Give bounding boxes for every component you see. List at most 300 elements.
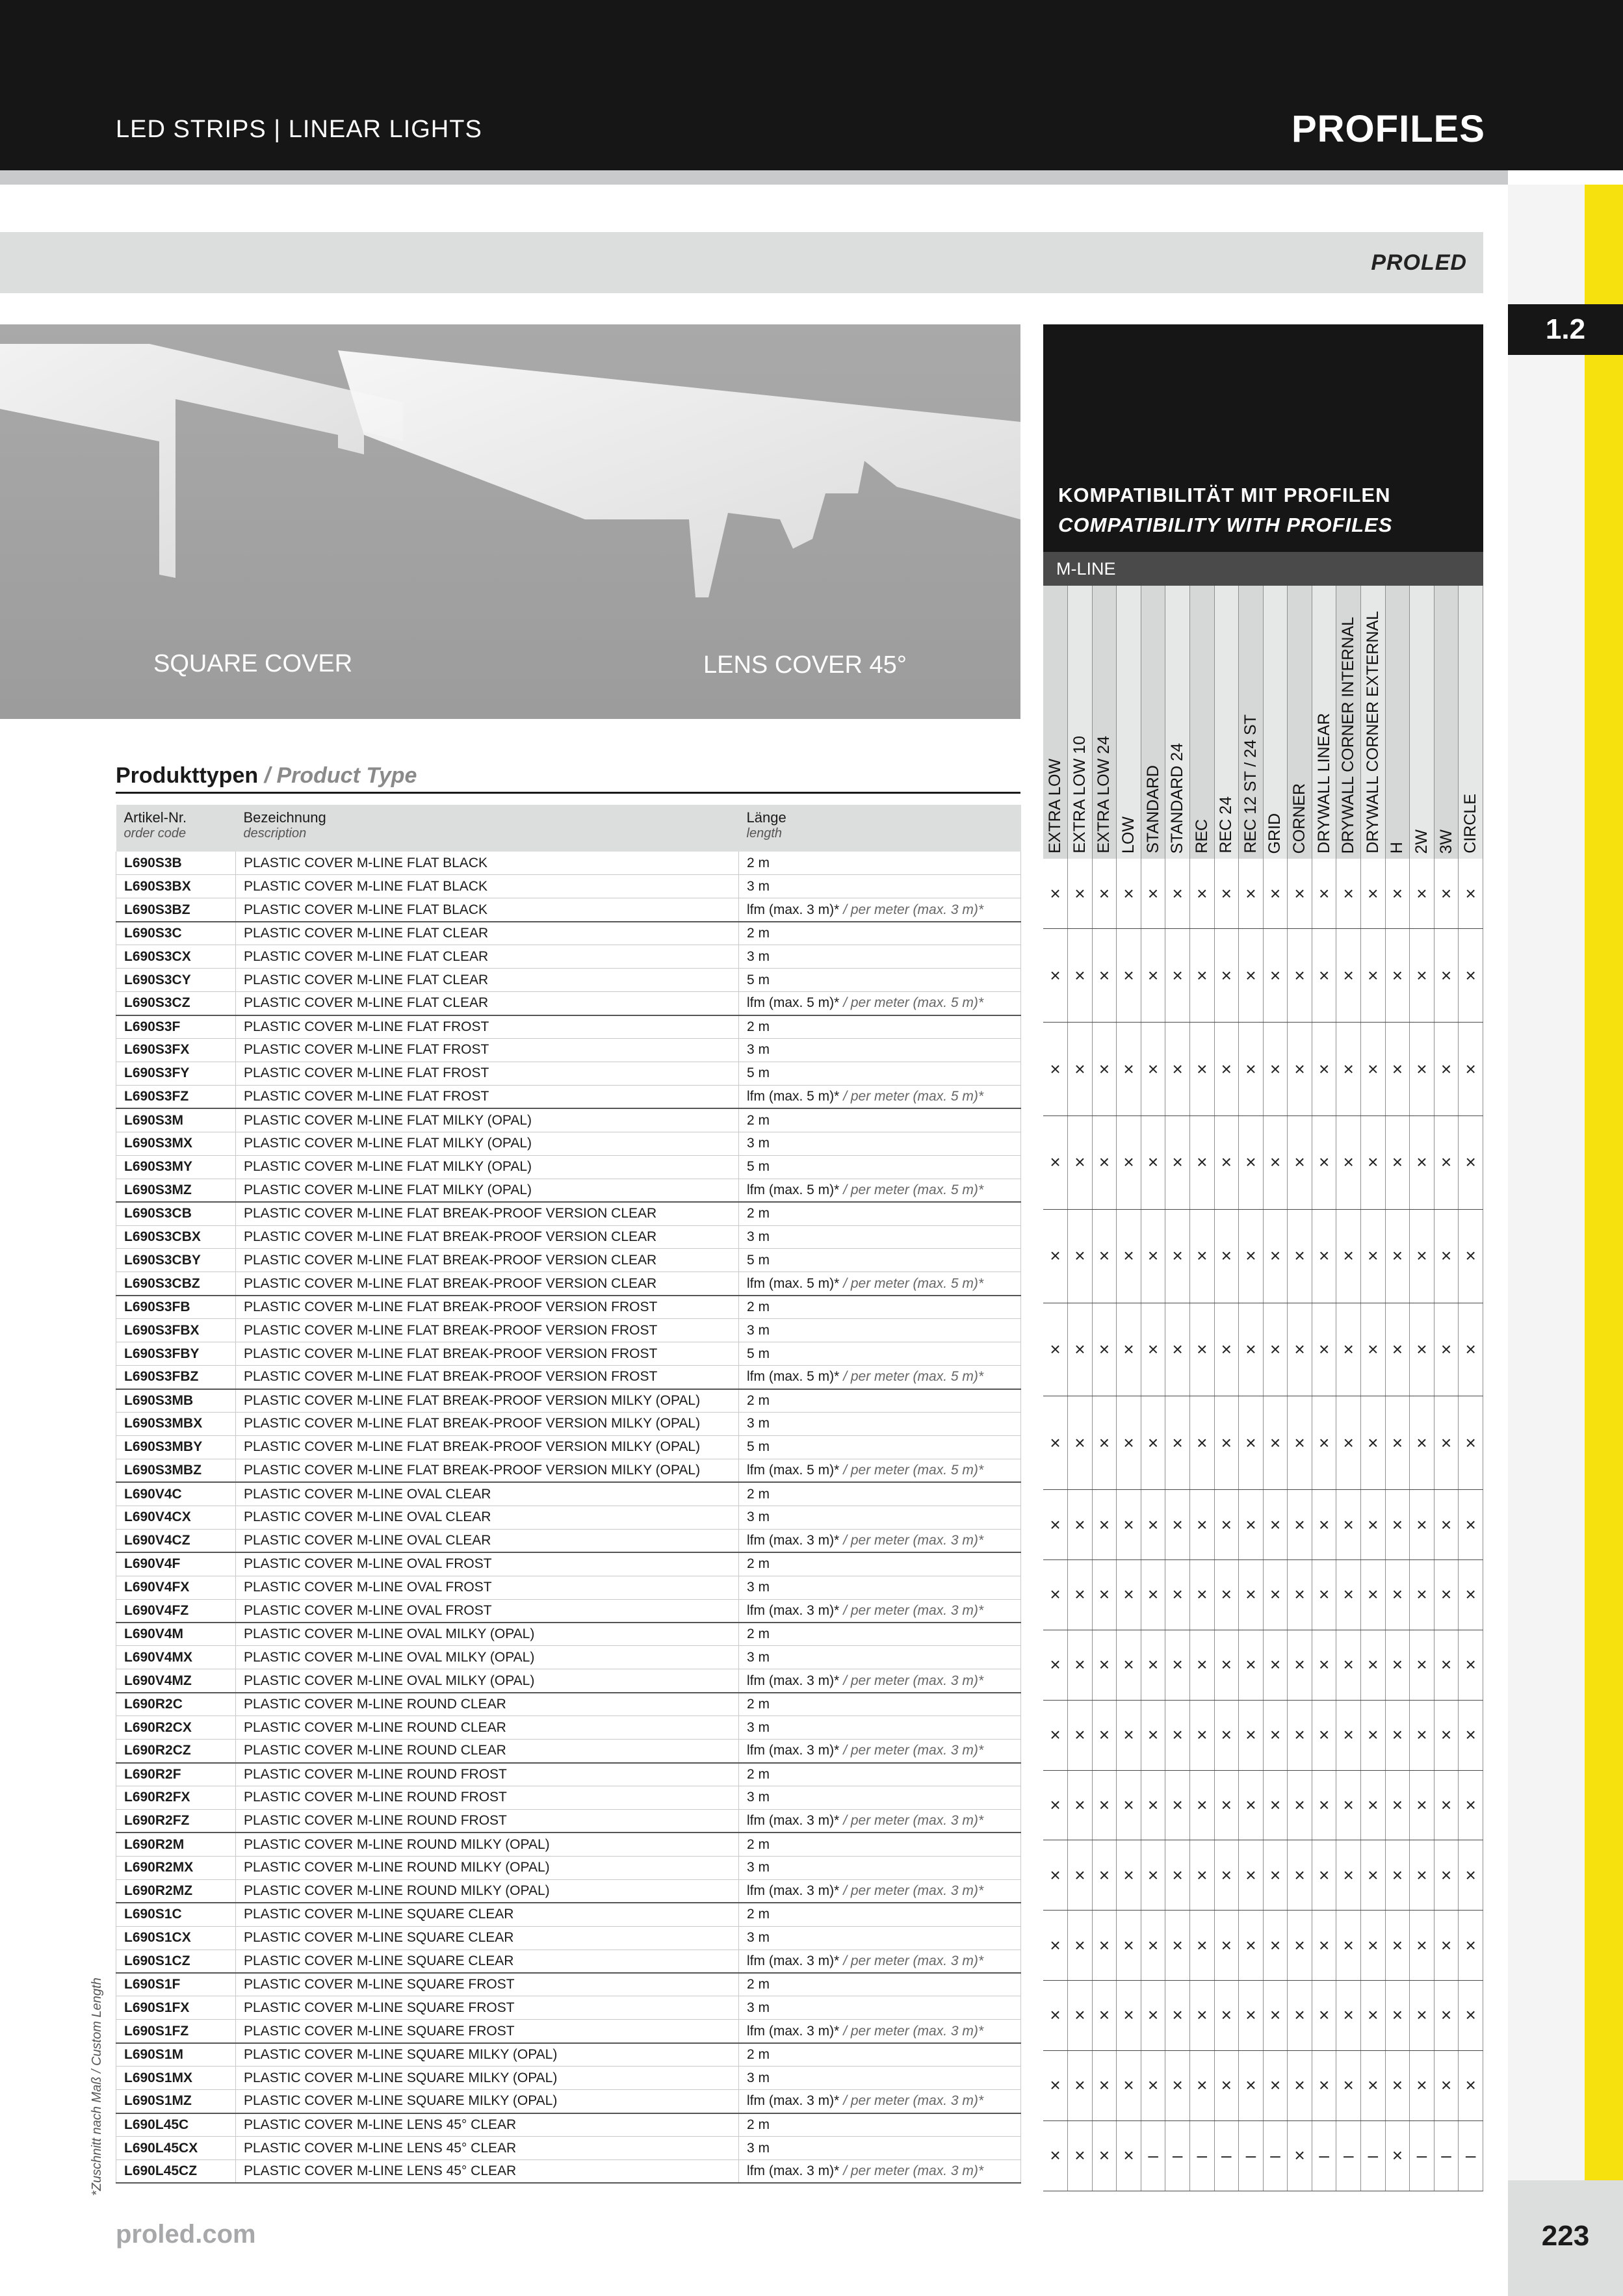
order-code: L690S3FBY xyxy=(116,1342,236,1366)
description: PLASTIC COVER M-LINE FLAT MILKY (OPAL) xyxy=(236,1132,739,1155)
table-row xyxy=(116,1225,1021,1249)
table-row xyxy=(116,1085,1021,1108)
table-row xyxy=(116,1366,1021,1389)
profile-header xyxy=(1263,586,1288,859)
table-row xyxy=(116,922,1021,945)
compat-mark: × xyxy=(1361,1700,1386,1770)
order-code: L690S3MBY xyxy=(116,1435,236,1459)
compat-group-row xyxy=(1043,1396,1483,1490)
compat-mark: × xyxy=(1312,1770,1336,1840)
description: PLASTIC COVER M-LINE OVAL CLEAR xyxy=(236,1506,739,1529)
table-row xyxy=(116,1973,1021,1996)
compat-mark: × xyxy=(1410,1770,1435,1840)
profile-header xyxy=(1189,586,1214,859)
order-code: L690S3CB xyxy=(116,1202,236,1225)
compat-mark: × xyxy=(1141,1396,1165,1490)
profile-header xyxy=(1117,586,1141,859)
compat-mark: × xyxy=(1336,1770,1361,1840)
compat-mark: × xyxy=(1043,929,1068,1023)
order-code: L690S3B xyxy=(116,852,236,875)
compat-mark: × xyxy=(1263,1770,1288,1840)
order-code: L690S3MX xyxy=(116,1132,236,1155)
table-row xyxy=(116,1459,1021,1482)
table-row xyxy=(116,1389,1021,1413)
table-row xyxy=(116,1763,1021,1786)
table-row xyxy=(116,1926,1021,1950)
compat-mark: × xyxy=(1336,859,1361,929)
compat-mark: × xyxy=(1361,1023,1386,1116)
compat-mark: × xyxy=(1141,1559,1165,1630)
compat-mark: × xyxy=(1189,1115,1214,1209)
length xyxy=(739,1973,1021,1996)
profile-header xyxy=(1385,586,1410,859)
compat-mark: × xyxy=(1410,859,1435,929)
length-note: / per meter (max. 3 m)* xyxy=(843,2093,984,2109)
length xyxy=(739,1903,1021,1926)
compat-mark: × xyxy=(1312,1630,1336,1700)
description: PLASTIC COVER M-LINE ROUND FROST xyxy=(236,1809,739,1833)
profile-header xyxy=(1410,586,1435,859)
compat-mark: × xyxy=(1141,1115,1165,1209)
length xyxy=(739,992,1021,1015)
length-value: 3 m xyxy=(747,1719,770,1735)
order-code: L690S3MBX xyxy=(116,1413,236,1436)
order-code: L690S1FX xyxy=(116,1996,236,2020)
order-code: L690R2MX xyxy=(116,1856,236,1879)
length-value: 5 m xyxy=(747,1065,770,1081)
order-code: L690R2CX xyxy=(116,1716,236,1740)
profile-header xyxy=(1361,586,1386,859)
length-value: 2 m xyxy=(747,1019,770,1034)
compat-mark: × xyxy=(1312,929,1336,1023)
order-code: L690R2CZ xyxy=(116,1740,236,1763)
compat-mark: × xyxy=(1165,2050,1190,2120)
compat-mark: × xyxy=(1068,1630,1093,1700)
compat-mark: × xyxy=(1214,1209,1239,1303)
compat-mark: × xyxy=(1459,1209,1483,1303)
description: PLASTIC COVER M-LINE LENS 45° CLEAR xyxy=(236,2137,739,2160)
order-code: L690S1CZ xyxy=(116,1950,236,1973)
length xyxy=(739,1576,1021,1599)
description: PLASTIC COVER M-LINE FLAT CLEAR xyxy=(236,922,739,945)
brand-bar xyxy=(0,232,1483,293)
compat-mark: × xyxy=(1312,1490,1336,1560)
compat-mark: – xyxy=(1459,2120,1483,2191)
compat-mark: × xyxy=(1434,1209,1459,1303)
compat-mark: – xyxy=(1361,2120,1386,2191)
compat-mark: × xyxy=(1336,1911,1361,1981)
length-value: 3 m xyxy=(747,878,770,894)
compat-mark: – xyxy=(1312,2120,1336,2191)
square-cover-shape xyxy=(0,344,403,578)
compat-mark: × xyxy=(1043,1396,1068,1490)
compat-group-row xyxy=(1043,1981,1483,2051)
compat-mark: × xyxy=(1336,1115,1361,1209)
table-row xyxy=(116,1669,1021,1693)
description: PLASTIC COVER M-LINE FLAT BLACK xyxy=(236,898,739,922)
length xyxy=(739,2160,1021,2184)
compat-mark: × xyxy=(1092,1303,1117,1396)
compat-mark: × xyxy=(1068,929,1093,1023)
profile-header xyxy=(1141,586,1165,859)
compat-mark: × xyxy=(1165,1770,1190,1840)
compat-mark: × xyxy=(1263,1490,1288,1560)
compat-mark: × xyxy=(1385,1911,1410,1981)
length xyxy=(739,1669,1021,1693)
chapter-tab[interactable]: 1.2 xyxy=(1508,304,1623,355)
description: PLASTIC COVER M-LINE ROUND FROST xyxy=(236,1786,739,1810)
compat-mark: × xyxy=(1459,1981,1483,2051)
description: PLASTIC COVER M-LINE LENS 45° CLEAR xyxy=(236,2113,739,2137)
col-description xyxy=(236,805,739,852)
length-value: 2 m xyxy=(747,1392,770,1408)
length-value: 5 m xyxy=(747,1346,770,1361)
compat-mark: – xyxy=(1239,2120,1264,2191)
length-value: 3 m xyxy=(747,1229,770,1244)
table-row xyxy=(116,2067,1021,2090)
compat-mark: × xyxy=(1434,1396,1459,1490)
description: PLASTIC COVER M-LINE LENS 45° CLEAR xyxy=(236,2160,739,2184)
compat-mark: × xyxy=(1361,859,1386,929)
compat-mark: × xyxy=(1141,1023,1165,1116)
compat-mark: × xyxy=(1239,1770,1264,1840)
length-value: lfm (max. 3 m)* xyxy=(747,1743,840,1758)
compat-mark: × xyxy=(1239,1981,1264,2051)
length-value: lfm (max. 5 m)* xyxy=(747,1275,840,1291)
description: PLASTIC COVER M-LINE FLAT BREAK-PROOF VERSION MILKY (OPAL) xyxy=(236,1459,739,1482)
compat-mark: × xyxy=(1239,1209,1264,1303)
description: PLASTIC COVER M-LINE FLAT BREAK-PROOF VERSION MILKY (OPAL) xyxy=(236,1413,739,1436)
order-code: L690L45CX xyxy=(116,2137,236,2160)
compat-mark: × xyxy=(1385,1023,1410,1116)
table-row xyxy=(116,1342,1021,1366)
length xyxy=(739,2137,1021,2160)
compat-mark: × xyxy=(1141,1209,1165,1303)
compat-mark: × xyxy=(1434,1700,1459,1770)
compat-mark: × xyxy=(1385,1770,1410,1840)
length xyxy=(739,1225,1021,1249)
compat-mark: × xyxy=(1165,929,1190,1023)
series-bar xyxy=(1043,552,1483,586)
table-row xyxy=(116,1856,1021,1879)
description: PLASTIC COVER M-LINE FLAT FROST xyxy=(236,1039,739,1062)
compat-mark: × xyxy=(1117,1209,1141,1303)
length xyxy=(739,1319,1021,1342)
table-row xyxy=(116,1062,1021,1085)
compat-mark: – xyxy=(1336,2120,1361,2191)
compat-mark: × xyxy=(1141,1630,1165,1700)
profile-header xyxy=(1434,586,1459,859)
compat-mark: × xyxy=(1141,1911,1165,1981)
length-value: 3 m xyxy=(747,1416,770,1431)
description: PLASTIC COVER M-LINE SQUARE CLEAR xyxy=(236,1926,739,1950)
compat-mark: × xyxy=(1141,1490,1165,1560)
table-row xyxy=(116,1623,1021,1646)
profile-header xyxy=(1092,586,1117,859)
compat-mark: × xyxy=(1141,929,1165,1023)
compat-mark: × xyxy=(1263,1840,1288,1911)
description: PLASTIC COVER M-LINE SQUARE MILKY (OPAL) xyxy=(236,2067,739,2090)
length-value: 3 m xyxy=(747,948,770,964)
length-value: 3 m xyxy=(747,1790,770,1805)
compat-mark: × xyxy=(1385,1559,1410,1630)
description: PLASTIC COVER M-LINE ROUND FROST xyxy=(236,1763,739,1786)
compat-mark: × xyxy=(1385,1490,1410,1560)
length xyxy=(739,1950,1021,1973)
compat-mark: × xyxy=(1263,1630,1288,1700)
length-value: 3 m xyxy=(747,2070,770,2085)
compat-table xyxy=(1043,586,1483,2191)
table-row xyxy=(116,2160,1021,2184)
length-value: lfm (max. 3 m)* xyxy=(747,902,840,917)
length xyxy=(739,1786,1021,1810)
compat-table-body xyxy=(1043,859,1483,2191)
col-description-de: Bezeichnung xyxy=(243,809,326,826)
length-value: 3 m xyxy=(747,1649,770,1665)
description: PLASTIC COVER M-LINE FLAT BREAK-PROOF VERSION FROST xyxy=(236,1296,739,1319)
length xyxy=(739,1529,1021,1552)
length xyxy=(739,1740,1021,1763)
compat-mark: × xyxy=(1189,1023,1214,1116)
compat-mark: × xyxy=(1434,859,1459,929)
product-type-title-en: / Product Type xyxy=(264,763,417,788)
length-value: lfm (max. 5 m)* xyxy=(747,1089,840,1104)
length-value: 2 m xyxy=(747,1977,770,1992)
compat-mark: × xyxy=(1092,929,1117,1023)
compat-title-de: KOMPATIBILITÄT MIT PROFILEN xyxy=(1058,484,1391,506)
order-code: L690V4M xyxy=(116,1623,236,1646)
description: PLASTIC COVER M-LINE FLAT MILKY (OPAL) xyxy=(236,1179,739,1202)
compat-mark: × xyxy=(1117,2120,1141,2191)
compat-mark: × xyxy=(1239,859,1264,929)
length-value: 2 m xyxy=(747,926,770,941)
table-row xyxy=(116,969,1021,992)
length xyxy=(739,1996,1021,2020)
length-value: lfm (max. 3 m)* xyxy=(747,1813,840,1829)
col-length xyxy=(739,805,1021,852)
compat-mark: × xyxy=(1312,1396,1336,1490)
description: PLASTIC COVER M-LINE FLAT FROST xyxy=(236,1085,739,1108)
order-code: L690V4MZ xyxy=(116,1669,236,1693)
order-code: L690R2M xyxy=(116,1833,236,1856)
compat-mark: × xyxy=(1385,1840,1410,1911)
compat-mark: × xyxy=(1288,1559,1312,1630)
length xyxy=(739,2020,1021,2043)
compat-mark: × xyxy=(1068,2050,1093,2120)
compat-mark: × xyxy=(1068,1115,1093,1209)
length xyxy=(739,1482,1021,1506)
compat-mark: × xyxy=(1361,1981,1386,2051)
compat-mark: × xyxy=(1117,1981,1141,2051)
compat-mark: × xyxy=(1459,2050,1483,2120)
section-title: LED STRIPS | LINEAR LIGHTS xyxy=(116,116,482,143)
length-value: 2 m xyxy=(747,1626,770,1642)
compat-mark: × xyxy=(1117,1630,1141,1700)
order-code: L690V4MX xyxy=(116,1646,236,1669)
compat-mark: × xyxy=(1459,1700,1483,1770)
compat-mark: × xyxy=(1043,1700,1068,1770)
order-code: L690S3CZ xyxy=(116,992,236,1015)
compat-mark: × xyxy=(1263,1023,1288,1116)
compat-mark: × xyxy=(1361,929,1386,1023)
order-code: L690S1CX xyxy=(116,1926,236,1950)
compat-mark: × xyxy=(1385,1700,1410,1770)
compat-mark: × xyxy=(1117,1396,1141,1490)
compat-mark: × xyxy=(1141,1700,1165,1770)
compat-mark: × xyxy=(1165,1700,1190,1770)
compat-mark: × xyxy=(1092,2050,1117,2120)
description: PLASTIC COVER M-LINE FLAT BLACK xyxy=(236,852,739,875)
profile-label: REC xyxy=(1192,819,1211,854)
length-value: 3 m xyxy=(747,1860,770,1875)
compat-mark: × xyxy=(1263,929,1288,1023)
compat-mark: × xyxy=(1117,1023,1141,1116)
compat-mark: × xyxy=(1263,2050,1288,2120)
compat-mark: × xyxy=(1410,1700,1435,1770)
compat-group-row xyxy=(1043,1490,1483,1560)
length-value: lfm (max. 3 m)* xyxy=(747,2163,840,2179)
site-link[interactable]: proled.com xyxy=(116,2220,256,2249)
compat-mark: × xyxy=(1288,859,1312,929)
compat-mark: × xyxy=(1361,1396,1386,1490)
table-row xyxy=(116,898,1021,922)
profile-label: DRYWALL CORNER INTERNAL xyxy=(1339,616,1358,854)
compat-mark: × xyxy=(1117,1559,1141,1630)
length xyxy=(739,1646,1021,1669)
compat-mark: × xyxy=(1117,1770,1141,1840)
profile-header xyxy=(1165,586,1190,859)
compat-mark: × xyxy=(1165,1911,1190,1981)
compat-mark: × xyxy=(1312,1209,1336,1303)
table-row xyxy=(116,2043,1021,2067)
length-value: lfm (max. 5 m)* xyxy=(747,1369,840,1385)
order-code: L690R2MZ xyxy=(116,1879,236,1903)
order-code: L690V4CZ xyxy=(116,1529,236,1552)
length xyxy=(739,1833,1021,1856)
compat-mark: × xyxy=(1385,1115,1410,1209)
compat-mark: × xyxy=(1385,1981,1410,2051)
compat-title-en: COMPATIBILITY WITH PROFILES xyxy=(1058,514,1393,536)
length-value: lfm (max. 5 m)* xyxy=(747,1182,840,1197)
length-value: 5 m xyxy=(747,1252,770,1268)
table-row xyxy=(116,2137,1021,2160)
compat-mark: × xyxy=(1092,1700,1117,1770)
compat-mark: × xyxy=(1263,859,1288,929)
compat-mark: × xyxy=(1092,1911,1117,1981)
product-type-heading xyxy=(116,763,417,789)
description: PLASTIC COVER M-LINE ROUND CLEAR xyxy=(236,1716,739,1740)
description: PLASTIC COVER M-LINE ROUND MILKY (OPAL) xyxy=(236,1833,739,1856)
length xyxy=(739,1132,1021,1155)
compat-mark: × xyxy=(1214,1559,1239,1630)
compat-mark: × xyxy=(1117,859,1141,929)
compat-group-row xyxy=(1043,1209,1483,1303)
description: PLASTIC COVER M-LINE FLAT CLEAR xyxy=(236,969,739,992)
compat-mark: × xyxy=(1263,1209,1288,1303)
compat-mark: × xyxy=(1068,1303,1093,1396)
order-code: L690R2FX xyxy=(116,1786,236,1810)
table-row xyxy=(116,1108,1021,1132)
compat-mark: × xyxy=(1214,1115,1239,1209)
table-row xyxy=(116,945,1021,969)
profile-label: REC 24 xyxy=(1217,796,1236,854)
description: PLASTIC COVER M-LINE OVAL FROST xyxy=(236,1576,739,1599)
length-value: lfm (max. 3 m)* xyxy=(747,1673,840,1688)
compat-mark: × xyxy=(1336,1630,1361,1700)
compat-mark: × xyxy=(1434,1770,1459,1840)
table-row xyxy=(116,1833,1021,1856)
length xyxy=(739,1856,1021,1879)
compat-mark: × xyxy=(1361,1559,1386,1630)
compat-mark: × xyxy=(1459,859,1483,929)
compat-mark: × xyxy=(1141,1981,1165,2051)
compat-mark: × xyxy=(1312,1303,1336,1396)
profile-header xyxy=(1312,586,1336,859)
col-order-code-en: order code xyxy=(123,826,187,841)
compat-mark: × xyxy=(1459,1911,1483,1981)
length xyxy=(739,1459,1021,1482)
compat-mark: × xyxy=(1092,1490,1117,1560)
length-value: 2 m xyxy=(747,855,770,870)
compat-mark: × xyxy=(1043,1023,1068,1116)
table-row xyxy=(116,1996,1021,2020)
compat-mark: × xyxy=(1434,1630,1459,1700)
length-value: 2 m xyxy=(747,2047,770,2063)
description: PLASTIC COVER M-LINE FLAT BLACK xyxy=(236,875,739,898)
length-note: / per meter (max. 3 m)* xyxy=(843,1813,984,1829)
length-note: / per meter (max. 5 m)* xyxy=(843,1275,984,1291)
length xyxy=(739,1413,1021,1436)
length-note: / per meter (max. 5 m)* xyxy=(843,1463,984,1478)
table-row xyxy=(116,1552,1021,1576)
compat-mark: × xyxy=(1385,859,1410,929)
compat-mark: × xyxy=(1361,1840,1386,1911)
order-code: L690S3CBY xyxy=(116,1249,236,1272)
compat-mark: – xyxy=(1189,2120,1214,2191)
description: PLASTIC COVER M-LINE ROUND MILKY (OPAL) xyxy=(236,1856,739,1879)
length xyxy=(739,898,1021,922)
table-row xyxy=(116,1039,1021,1062)
table-row xyxy=(116,1693,1021,1716)
compat-mark: × xyxy=(1361,1630,1386,1700)
compat-mark: × xyxy=(1141,1840,1165,1911)
compat-mark: × xyxy=(1239,1490,1264,1560)
compat-mark: × xyxy=(1189,1981,1214,2051)
order-code: L690S3FB xyxy=(116,1296,236,1319)
length xyxy=(739,1879,1021,1903)
compat-mark: × xyxy=(1043,2120,1068,2191)
compat-mark: × xyxy=(1189,2050,1214,2120)
compat-mark: × xyxy=(1117,2050,1141,2120)
compat-mark: × xyxy=(1141,859,1165,929)
length xyxy=(739,1693,1021,1716)
table-row xyxy=(116,1202,1021,1225)
description: PLASTIC COVER M-LINE OVAL CLEAR xyxy=(236,1529,739,1552)
col-length-de: Länge xyxy=(746,809,786,826)
compat-mark: × xyxy=(1263,1396,1288,1490)
compat-mark: × xyxy=(1239,1396,1264,1490)
compat-mark: × xyxy=(1165,1303,1190,1396)
compat-mark: × xyxy=(1410,1911,1435,1981)
compat-mark: × xyxy=(1385,1209,1410,1303)
profile-label: STANDARD 24 xyxy=(1168,742,1187,854)
table-row xyxy=(116,2090,1021,2113)
compat-mark: × xyxy=(1165,1630,1190,1700)
compat-mark: × xyxy=(1141,1770,1165,1840)
length xyxy=(739,1015,1021,1039)
description: PLASTIC COVER M-LINE OVAL FROST xyxy=(236,1599,739,1623)
description: PLASTIC COVER M-LINE FLAT MILKY (OPAL) xyxy=(236,1155,739,1179)
